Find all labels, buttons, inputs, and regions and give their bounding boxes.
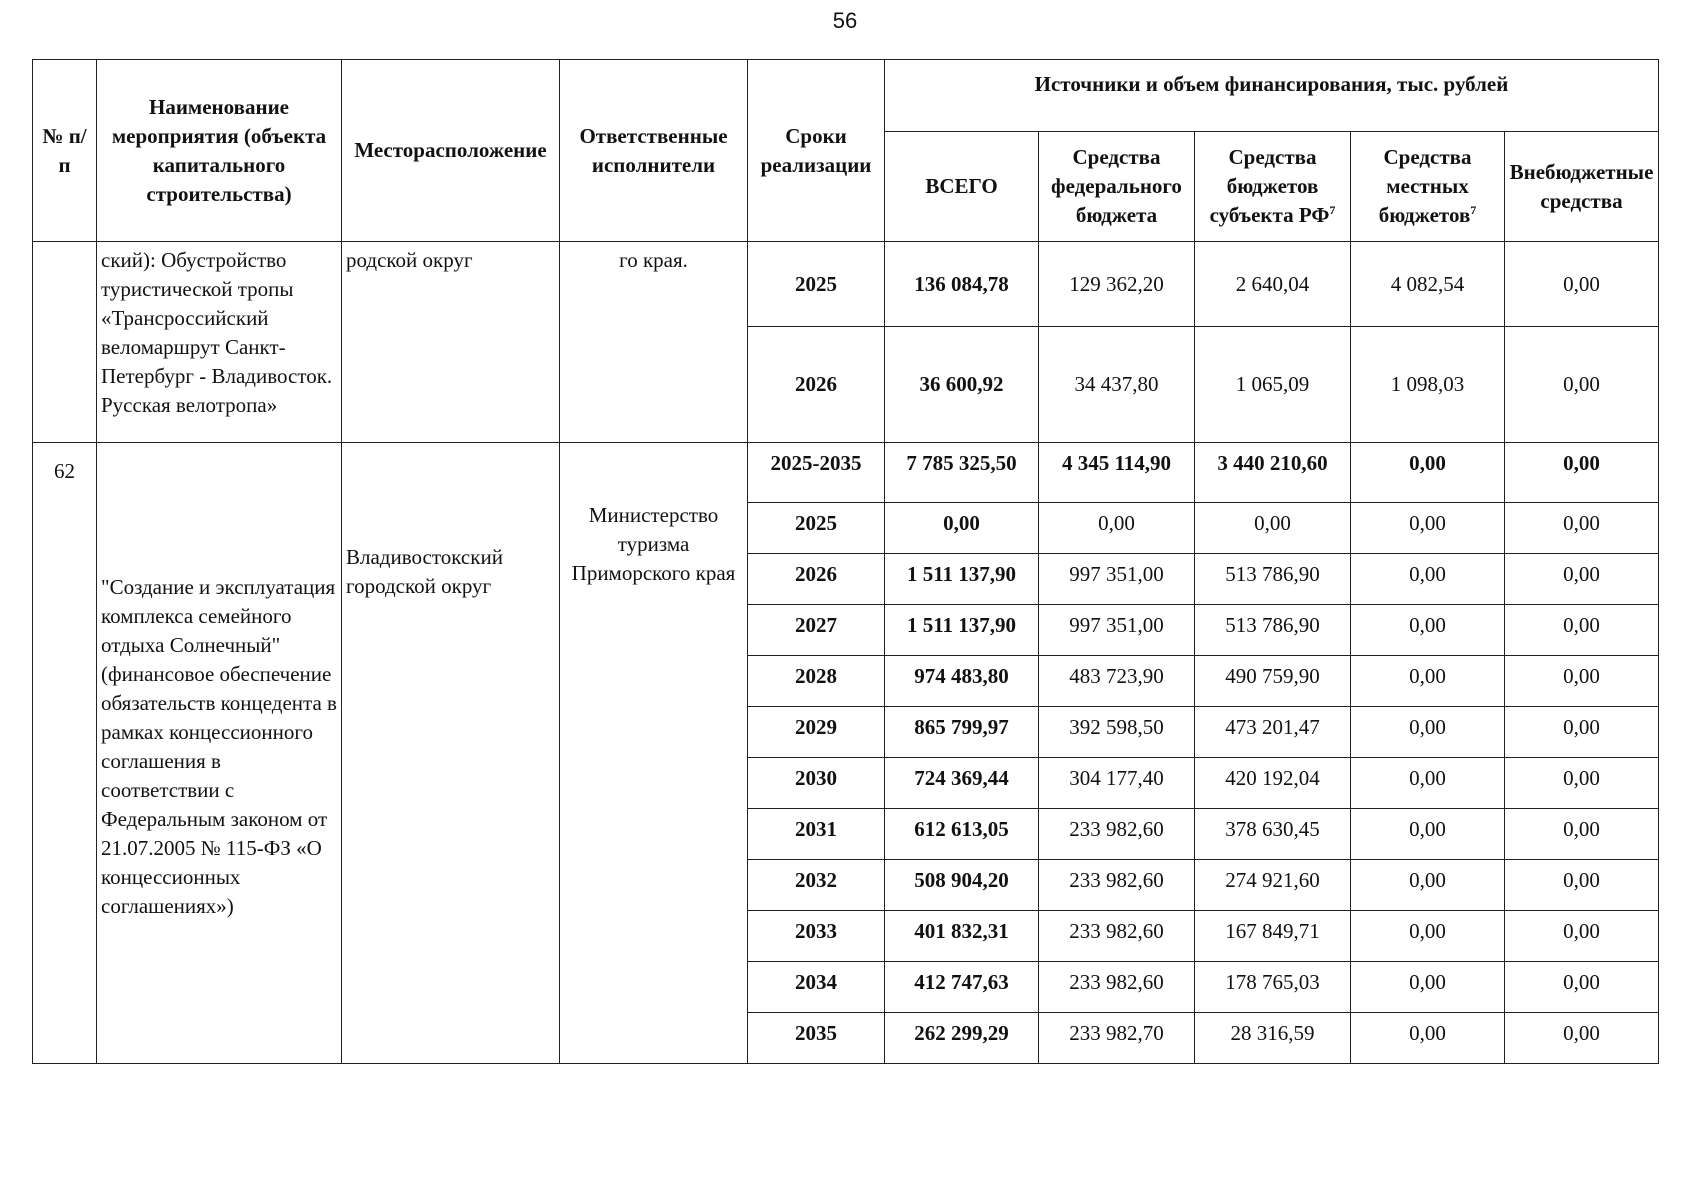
federal-cell: 233 982,60: [1039, 809, 1195, 860]
extra-cell: 0,00: [1505, 1013, 1659, 1064]
regional-cell: 490 759,90: [1195, 656, 1351, 707]
local-cell: 0,00: [1351, 554, 1505, 605]
regional-cell: 167 849,71: [1195, 911, 1351, 962]
local-cell: 0,00: [1351, 656, 1505, 707]
header-local: Средства местных бюджетов$^7$: [1351, 132, 1505, 242]
row62-no-cell: 62: [33, 443, 97, 1064]
year-cell: 2030: [748, 758, 885, 809]
header-name: Наименование мероприятия (объекта капитального строительства): [97, 60, 342, 242]
total-cell: 0,00: [885, 503, 1039, 554]
cont-federal-cell: 129 362,20: [1039, 242, 1195, 327]
year-cell: 2025: [748, 503, 885, 554]
header-regional: Средства бюджетов субъекта $РФ^7$: [1195, 132, 1351, 242]
cont-year-cell: 2025: [748, 242, 885, 327]
local-cell: 0,00: [1351, 1013, 1505, 1064]
federal-cell: 392 598,50: [1039, 707, 1195, 758]
federal-cell: 233 982,60: [1039, 860, 1195, 911]
federal-cell: 0,00: [1039, 503, 1195, 554]
local-cell: 0,00: [1351, 605, 1505, 656]
local-cell: 0,00: [1351, 707, 1505, 758]
federal-cell: 304 177,40: [1039, 758, 1195, 809]
summary-total-cell: 7 785 325,50: [885, 443, 1039, 503]
extra-cell: 0,00: [1505, 503, 1659, 554]
cont-year-cell: 2026: [748, 327, 885, 443]
federal-cell: 233 982,60: [1039, 962, 1195, 1013]
header-no: № п/п: [33, 60, 97, 242]
header-period: Сроки реализации: [748, 60, 885, 242]
year-cell: 2034: [748, 962, 885, 1013]
cont-extra-cell: 0,00: [1505, 242, 1659, 327]
total-cell: 1 511 137,90: [885, 605, 1039, 656]
extra-cell: 0,00: [1505, 707, 1659, 758]
federal-cell: 233 982,70: [1039, 1013, 1195, 1064]
header-federal: Средства федерального бюджета: [1039, 132, 1195, 242]
page-number: 56: [832, 8, 858, 33]
summary-year-cell: 2025-2035: [748, 443, 885, 503]
total-cell: 1 511 137,90: [885, 554, 1039, 605]
total-cell: 401 832,31: [885, 911, 1039, 962]
local-cell: 0,00: [1351, 503, 1505, 554]
total-cell: 508 904,20: [885, 860, 1039, 911]
federal-cell: 997 351,00: [1039, 554, 1195, 605]
table-body: [33, 242, 1659, 1064]
year-cell: 2027: [748, 605, 885, 656]
row62-location-cell: Владивостокский городской округ: [342, 443, 560, 1064]
cont-no-cell: [33, 242, 97, 443]
regional-cell: 178 765,03: [1195, 962, 1351, 1013]
financing-table: [32, 59, 1659, 1064]
cont-regional-cell: 2 640,04: [1195, 242, 1351, 327]
summary-local-cell: 0,00: [1351, 443, 1505, 503]
regional-cell: 513 786,90: [1195, 554, 1351, 605]
year-cell: 2026: [748, 554, 885, 605]
summary-extra-cell: 0,00: [1505, 443, 1659, 503]
cont-name-cell: ский): Обустройство туристической тропы «Трансроссийский веломаршрут Санкт-Петербург - Владивосток. Русская велотропа»: [97, 242, 342, 443]
cont-total-cell: 36 600,92: [885, 327, 1039, 443]
regional-cell: 420 192,04: [1195, 758, 1351, 809]
cont-responsible-cell: го края.: [560, 242, 748, 443]
cont-local-cell: 4 082,54: [1351, 242, 1505, 327]
extra-cell: 0,00: [1505, 656, 1659, 707]
regional-cell: 28 316,59: [1195, 1013, 1351, 1064]
cont-extra-cell: 0,00: [1505, 327, 1659, 443]
local-cell: 0,00: [1351, 809, 1505, 860]
summary-federal-cell: 4 345 114,90: [1039, 443, 1195, 503]
local-cell: 0,00: [1351, 962, 1505, 1013]
local-cell: 0,00: [1351, 758, 1505, 809]
extra-cell: 0,00: [1505, 962, 1659, 1013]
summary-regional-cell: 3 440 210,60: [1195, 443, 1351, 503]
federal-cell: 233 982,60: [1039, 911, 1195, 962]
extra-cell: 0,00: [1505, 809, 1659, 860]
header-responsible: Ответственные исполнители: [560, 60, 748, 242]
regional-cell: 378 630,45: [1195, 809, 1351, 860]
header-extra: Внебюджетные средства: [1505, 132, 1659, 242]
cont-location-cell: родской округ: [342, 242, 560, 443]
year-cell: 2029: [748, 707, 885, 758]
total-cell: 865 799,97: [885, 707, 1039, 758]
cont-federal-cell: 34 437,80: [1039, 327, 1195, 443]
header-total: ВСЕГО: [885, 132, 1039, 242]
regional-cell: 274 921,60: [1195, 860, 1351, 911]
year-cell: 2032: [748, 860, 885, 911]
year-cell: 2033: [748, 911, 885, 962]
federal-cell: 483 723,90: [1039, 656, 1195, 707]
total-cell: 412 747,63: [885, 962, 1039, 1013]
regional-cell: 0,00: [1195, 503, 1351, 554]
local-cell: 0,00: [1351, 911, 1505, 962]
row62-responsible-cell: Министерство туризма Приморского края: [560, 443, 748, 1064]
table-header: [33, 60, 1659, 242]
cont-total-cell: 136 084,78: [885, 242, 1039, 327]
extra-cell: 0,00: [1505, 860, 1659, 911]
regional-cell: 473 201,47: [1195, 707, 1351, 758]
year-cell: 2031: [748, 809, 885, 860]
extra-cell: 0,00: [1505, 554, 1659, 605]
header-sources: Источники и объем финансирования, тыс. рублей: [885, 60, 1659, 132]
table-row: [33, 242, 1659, 327]
extra-cell: 0,00: [1505, 758, 1659, 809]
federal-cell: 997 351,00: [1039, 605, 1195, 656]
total-cell: 724 369,44: [885, 758, 1039, 809]
total-cell: 612 613,05: [885, 809, 1039, 860]
regional-cell: 513 786,90: [1195, 605, 1351, 656]
total-cell: 974 483,80: [885, 656, 1039, 707]
year-cell: 2028: [748, 656, 885, 707]
header-location: Месторасположение: [342, 60, 560, 242]
row62-name-cell: "Создание и эксплуатация комплекса семейного отдыха Солнечный" (финансовое обеспечение обязательств концедента в рамках концессионного соглашения в соответствии с Федеральным законом от 21.07.2005 № 115-ФЗ «О концессионных соглашениях»): [97, 443, 342, 1064]
table-row: [33, 443, 1659, 503]
extra-cell: 0,00: [1505, 605, 1659, 656]
cont-local-cell: 1 098,03: [1351, 327, 1505, 443]
total-cell: 262 299,29: [885, 1013, 1039, 1064]
local-cell: 0,00: [1351, 860, 1505, 911]
extra-cell: 0,00: [1505, 911, 1659, 962]
year-cell: 2035: [748, 1013, 885, 1064]
cont-regional-cell: 1 065,09: [1195, 327, 1351, 443]
